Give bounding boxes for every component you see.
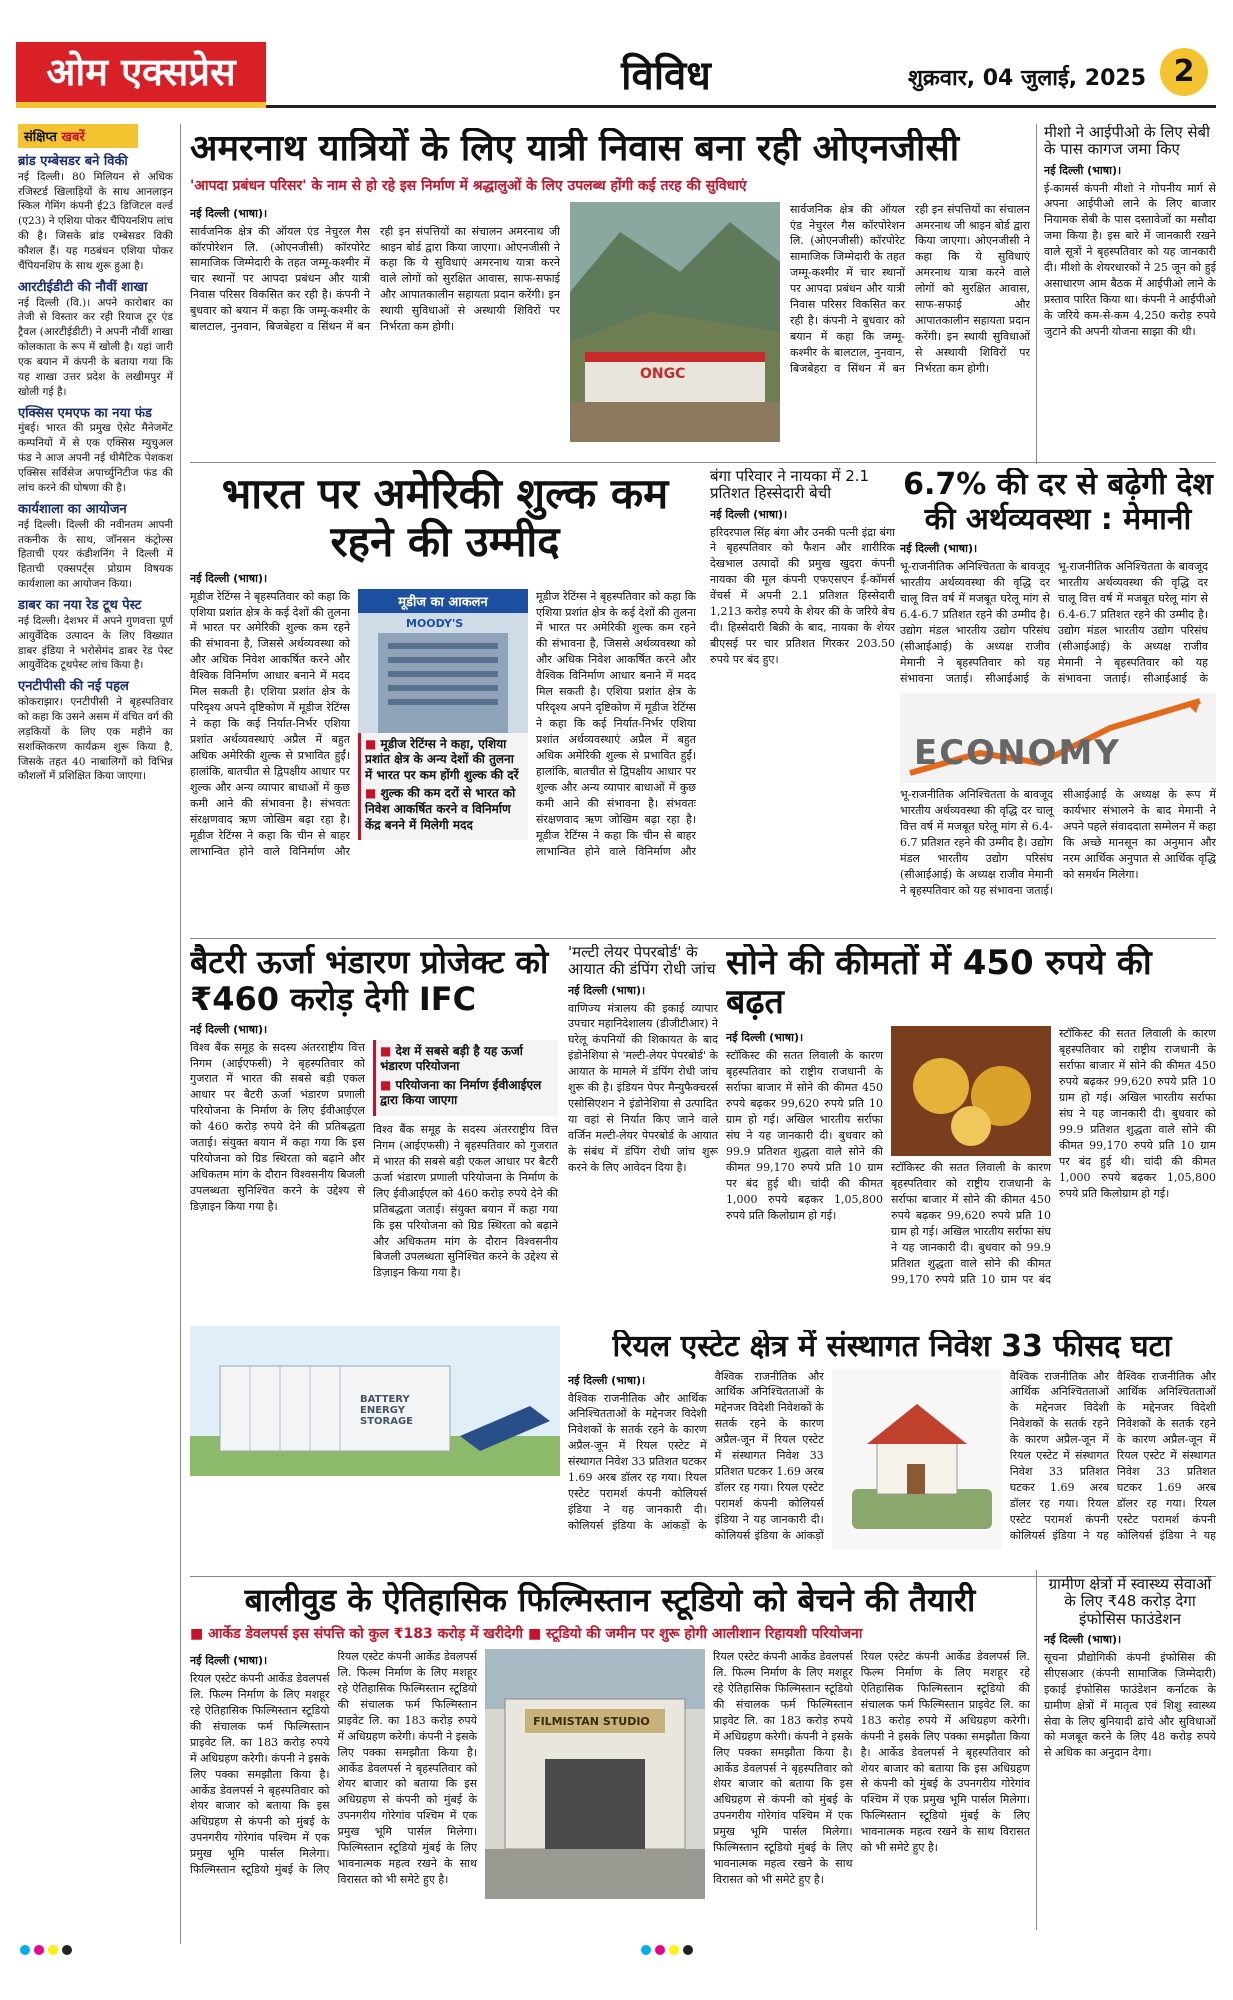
article-byline: नई दिल्ली (भाषा)। — [190, 571, 268, 585]
studio-sign: FILMISTAN STUDIO — [533, 1714, 650, 1728]
brief-body: मुंबई। भारत की प्रमुख ऐसेट मैनेजमेंट कम्पनियों में से एक एक्सिस म्युचुअल फंड ने आज अपनी नई थीमैटिक पेशकश एक्सिस सर्विसेज अपार्च्युनिटीज फंड की लांच करने की घोषणा की है। — [18, 422, 173, 495]
key-point: ■ परियोजना का निर्माण ईवीआईएल द्वारा किया जाएगा — [380, 1078, 554, 1109]
article-amarnath — [190, 128, 1030, 458]
article-headline: 'मल्टी लेयर पेपरबोर्ड' के आयात की डंपिंग रोधी जांच — [568, 944, 716, 979]
brief-headline: डाबर का नया रेड टूथ पेस्ट — [18, 598, 142, 614]
ongc-camp-photo — [570, 202, 780, 442]
article-paperboard — [568, 944, 718, 1324]
article-infosys — [1044, 1576, 1216, 1926]
article-body: स्टॉकिस्ट की सतत लिवाली के कारण बृहस्पतिवार को राष्ट्रीय राजधानी के सर्राफा बाजार में सोने की कीमत 450 रुपये बढ़कर 99,620 रुपये प्रति 10 ग्राम हो गई। अखिल भारतीय सर्राफा संघ ने यह जानकारी दी। बुधवार को 99.9 प्रतिशत शुद्धता वाले सोने की कीमत 99,170 रुपये प्रति 10 ग्राम पर बंद हुई थी। चांदी की कीमत 1,000 रुपये बढ़कर 1,05,800 रुपये प्रति किलोग्राम हो गई। — [726, 1049, 883, 1222]
article-body: भू-राजनीतिक अनिश्चितता के बावजूद भारतीय अर्थव्यवस्था की वृद्धि दर चालू वित्त वर्ष में मजबूत घरेलू मांग से 6.4-6.7 प्रतिशत रहने की उम्मीद है। उद्योग मंडल भारतीय उद्योग परिसंघ (सीआईआई) के अध्यक्ष राजीव मेमानी ने बृहस्पतिवार को यह संभावना जताई। सीआईआई के — [900, 560, 1050, 685]
print-registration-marks — [0, 1940, 1233, 1952]
moodys-sign: MOODY'S — [406, 616, 464, 630]
newspaper-logo: ओम एक्सप्रेस — [16, 42, 266, 102]
column-divider — [1036, 124, 1037, 464]
article-byline: नई दिल्ली (भाषा)। — [1044, 1632, 1122, 1646]
news-briefs-sidebar — [18, 124, 173, 1954]
article-subheadline: 'आपदा प्रबंधन परिसर' के नाम से हो रहे इस निर्माण में श्रद्धालुओं के लिए उपलब्ध होंगी कई तरह की सुविधाएं — [190, 178, 747, 195]
article-body: सूचना प्रौद्योगिकी कंपनी इंफोसिस की सीएसआर (कंपनी सामाजिक जिम्मेदारी) इकाई इंफोसिस फाउंडेशन कर्नाटक के ग्रामीण क्षेत्रों में मातृत्व एवं शिशु स्वास्थ्य सेवा के लिए बुनियादी ढांचे और सुविधाओं को मजबूत करने के लिए 48 करोड़ रुपये से अधिक का अनुदान देगा। — [1044, 1650, 1216, 1760]
article-body: वैश्विक राजनीतिक और आर्थिक अनिश्चितताओं के मद्देनजर विदेशी निवेशकों के सतर्क रहने के कारण अप्रैल-जून में रियल एस्टेट में संस्थागत निवेश 33 प्रतिशत घटकर 1.69 अरब डॉलर रह गया। रियल एस्टेट परामर्श कंपनी कोलियर्स इंडिया ने यह जानकारी दी। कोलियर्स इंडिया के आंकड़ों के — [568, 1391, 707, 1532]
article-headline: सोने की कीमतों में 450 रुपये की बढ़त — [726, 944, 1152, 1023]
article-body: रियल एस्टेट कंपनी आर्केड डेवलपर्स लि. फिल्म निर्माण के लिए मशहूर रहे ऐतिहासिक फिल्मिस्तान स्टूडियो की संचालक फर्म फिल्मिस्तान प्राइवेट लि. का 183 करोड़ रुपये में अधिग्रहण करेगी। कंपनी ने इसके लिए पक्का समझौता किया है। आर्केड डेवलपर्स ने बृहस्पतिवार को शेयर बाजार को बताया कि इस अधिग्रहण से कंपनी को मुंबई के उपनगरीय गोरेगांव पश्चिम में एक प्रमुख भूमि पार्सल मिलेगा। फिल्मिस्तान स्टूडियो मुंबई के लिए — [190, 1671, 330, 1877]
article-body: वाणिज्य मंत्रालय की इकाई व्यापार उपचार महानिदेशालय (डीजीटीआर) ने घरेलू कंपनियों की शिकायत के बाद इंडोनेशिया से 'मल्टी-लेयर पेपरबोर्ड' के आयात के मामले में डंपिंग रोधी जांच शुरू की है। इंडियन पेपर मैन्युफैक्चरर्स एसोसिएशन ने इंडोनेशिया से उत्पादित या वहां से निर्यात किए जाने वाले वर्जिन मल्टी-लेयर पेपरबोर्ड के आयात के संबंध में डंपिंग रोधी जांच शुरू करने के लिए आवेदन दिया है। — [568, 1001, 718, 1174]
column-divider — [1036, 1570, 1037, 1930]
economy-word: ECONOMY — [914, 733, 1121, 773]
brief-headline: ब्रांड एम्बेसडर बने विकी — [18, 154, 128, 169]
article-body-end: वैश्विक राजनीतिक और आर्थिक अनिश्चितताओं के मद्देनजर विदेशी निवेशकों के सतर्क रहने के कारण अप्रैल-जून में रियल एस्टेट में संस्थागत निवेश 33 प्रतिशत घटकर 1.69 अरब डॉलर रह गया। रियल एस्टेट परामर्श कंपनी कोलियर्स इंडिया ने यह — [1116, 1369, 1216, 1542]
article-battery-storage — [190, 944, 560, 1524]
article-headline: रियल एस्टेट क्षेत्र में संस्थागत निवेश 33 फीसद घटा — [612, 1330, 1172, 1364]
article-body-continued: वैश्विक राजनीतिक और आर्थिक अनिश्चितताओं के मद्देनजर विदेशी निवेशकों के सतर्क रहने के कारण अप्रैल-जून में रियल एस्टेट में संस्थागत निवेश 33 प्रतिशत घटकर 1.69 अरब डॉलर रह गया। रियल एस्टेट परामर्श कंपनी कोलियर्स इंडिया ने यह जानकारी दी। कोलियर्स इंडिया के आंकड़ों — [714, 1369, 824, 1542]
brief-body: नई दिल्ली। देशभर में अपने गुणवत्ता पूर्ण आयुर्वेदिक उत्पादन के लिए विख्यात डाबर इंडिया ने भरोसेमंद डाबर रेड पेस्ट आयुर्वेदिक टूथपेस्ट लांच किया है। — [18, 614, 173, 672]
briefs-tag — [18, 124, 138, 148]
article-body: मूडीज रेटिंग्स ने बृहस्पतिवार को कहा कि एशिया प्रशांत क्षेत्र के कई देशों की तुलना में भारत पर अमेरिकी शुल्क कम रहने की संभावना है, जिससे अर्थव्यवस्था को और अधिक निवेश आकर्षित करने और वैश्विक विनिर्माण आधार बनाने में मदद मिल सकती है। एशिया प्रशांत क्षेत्र के परिदृश्य अपने दृष्टिकोण में मूडीज रेटिंग्स ने कहा कि कई निर्यात-निर्भर एशिया प्रशांत अर्थव्यवस्थाएं अप्रैल में बहुत अधिक अमेरिकी शुल्क से प्रभावित हुईं। हालांकि, बातचीत से द्विपक्षीय आधार पर शुल्क और अन्य व्यापार बाधाओं में कुछ कमी आने की संभावना है। संभवतः संरक्षणवाद ऋण जोखिम बढ़ा रहा है। मूडीज रेटिंग्स ने कहा कि चीन से बाहर लाभान्वित होने वाले विनिर्माण और — [190, 589, 350, 858]
article-body-end: रियल एस्टेट कंपनी आर्केड डेवलपर्स लि. फिल्म निर्माण के लिए मशहूर रहे ऐतिहासिक फिल्मिस्तान स्टूडियो की संचालक फर्म फिल्मिस्तान प्राइवेट लि. का 183 करोड़ रुपये में अधिग्रहण करेगी। कंपनी ने इसके लिए पक्का समझौता किया है। आर्केड डेवलपर्स ने बृहस्पतिवार को शेयर बाजार को बताया कि इस अधिग्रहण से कंपनी को मुंबई के उपनगरीय गोरेगांव पश्चिम में एक प्रमुख भूमि पार्सल मिलेगा। फिल्मिस्तान स्टूडियो मुंबई के लिए भावनात्मक महत्व रखने के साथ विरासत को भी समेटे हुए है। — [860, 1649, 1030, 1855]
article-body-continued: मूडीज रेटिंग्स ने बृहस्पतिवार को कहा कि एशिया प्रशांत क्षेत्र के कई देशों की तुलना में भारत पर अमेरिकी शुल्क कम रहने की संभावना है, जिससे अर्थव्यवस्था को और अधिक निवेश आकर्षित करने और वैश्विक विनिर्माण आधार बनाने में मदद मिल सकती है। एशिया प्रशांत क्षेत्र के परिदृश्य अपने दृष्टिकोण में मूडीज रेटिंग्स ने कहा कि कई निर्यात-निर्भर एशिया प्रशांत अर्थव्यवस्थाएं अप्रैल में बहुत अधिक अमेरिकी शुल्क से प्रभावित हुईं। हालांकि, बातचीत से द्विपक्षीय आधार पर शुल्क और अन्य व्यापार बाधाओं में कुछ कमी आने की संभावना है। संभवतः संरक्षणवाद ऋण जोखिम बढ़ा रहा है। मूडीज रेटिंग्स ने कहा कि चीन से बाहर लाभान्वित होने वाले विनिर्माण और — [536, 589, 696, 858]
article-body-continued: विश्व बैंक समूह के सदस्य अंतरराष्ट्रीय वित्त निगम (आईएफसी) ने बृहस्पतिवार को गुजरात में भारत की सबसे बड़ी एकल आधार पर बैटरी ऊर्जा भंडारण प्रणाली परियोजना के निर्माण के लिए ईवीआईएल को 460 करोड़ रुपये देने की प्रतिबद्धता जताई। संयुक्त बयान में कहा गया कि इस परियोजना को ग्रिड स्थिरता को बढ़ाने और अधिकतम मांग के दौरान विश्वसनीय बिजली उपलब्धता सुनिश्चित करने के उद्देश्य से डिज़ाइन किया गया है। — [373, 1122, 558, 1280]
article-body-more: स्टॉकिस्ट की सतत लिवाली के कारण बृहस्पतिवार को राष्ट्रीय राजधानी के सर्राफा बाजार में सोने की कीमत 450 रुपये बढ़कर 99,620 रुपये प्रति 10 ग्राम हो गई। अखिल भारतीय सर्राफा संघ ने यह जानकारी दी। बुधवार को 99.9 प्रतिशत शुद्धता वाले सोने की कीमत 99,170 रुपये प्रति 10 ग्राम पर बंद हुई थी। चांदी की कीमत 1,000 रुपये बढ़कर 1,05,800 रुपये प्रति किलोग्राम हो गई। — [1059, 1027, 1216, 1200]
article-headline: बालीवुड के ऐतिहासिक फिल्मिस्तान स्टूडियो को बेचने की तैयारी — [244, 1582, 976, 1619]
article-headline: 6.7% की दर से बढ़ेगी देश की अर्थव्यवस्था : मेमानी — [903, 468, 1213, 537]
article-body-continued: सार्वजनिक क्षेत्र की ऑयल एंड नेचुरल गैस कॉरपोरेशन लि. (ओएनजीसी) कॉरपोरेट सामाजिक जिम्मेदारी के तहत जम्मू-कश्मीर में चार स्थानों पर आपदा प्रबंधन और यात्री निवास परिसर विकसित कर रही है। कंपनी ने बुधवार को बयान में कहा कि जम्मू-कश्मीर के बालटाल, नुनवान, बिजबेहरा व सिंथन में बन रही इन संपत्तियों का संचालन अमरनाथ जी श्राइन बोर्ड द्वारा किया जाएगा। ओएनजीसी ने कहा कि ये सुविधाएं अमरनाथ यात्रा करने वाले लोगों को सुरक्षित आवास, साफ-सफाई और आपातकालीन सहायता प्रदान करेंगी। इन स्थायी सुविधाओं से अस्थायी शिविरों पर निर्भरता कम होगी। — [790, 202, 1030, 375]
masthead — [16, 40, 1216, 108]
battery-container-label: BATTERY ENERGY STORAGE — [360, 1393, 414, 1427]
moodys-key-points — [358, 733, 528, 841]
article-growth — [900, 468, 1216, 928]
brief-body: कोकराझार। एनटीपीसी ने बृहस्पतिवार को कहा कि उसने असम में वंचित वर्ग की लड़कियों के लिए एक महीने का सशक्तिकरण कार्यक्रम शुरू किया है, जिसके तहत 40 नाबालिगों को विभिन्न कौशलों में प्रशिक्षित किया जाएगा। — [18, 695, 173, 783]
article-byline: नई दिल्ली (भाषा)। — [190, 1022, 268, 1036]
brief-body: नई दिल्ली (वि.)। अपने कारोबार का तेजी से विस्तार कर रही रियाज टूर एंड ट्रैवल (आरटीईडीटी) ने अपनी नौवीं शाखा कोलकाता के रूप में खोली है। यहां जारी एक बयान में कंपनी के बताया गया कि यह शाखा उत्तर प्रदेश के लखीमपुर में खोली गई है। — [18, 296, 173, 398]
section-title: विविध — [621, 53, 711, 99]
article-byline: नई दिल्ली (भाषा)। — [568, 983, 646, 997]
brief-headline: आरटीईडीटी की नौवीं शाखा — [18, 279, 148, 295]
brief-headline: एक्सिस एमएफ का नया फंड — [18, 405, 152, 421]
key-point: ■ मूडीज रेटिंग्स ने कहा, एशिया प्रशांत क्षेत्र के अन्य देशों की तुलना में भारत पर कम होंगी शुल्क की दरें — [365, 737, 524, 784]
article-byline: नई दिल्ली (भाषा)। — [710, 507, 788, 521]
article-subheadline: स्टूडियो की जमीन पर शुरू होगी आलीशान रिहायशी परियोजना — [546, 1625, 863, 1642]
article-byline: नई दिल्ली (भाषा)। — [726, 1031, 804, 1045]
article-body-continued: भू-राजनीतिक अनिश्चितता के बावजूद भारतीय अर्थव्यवस्था की वृद्धि दर चालू वित्त वर्ष में मजबूत घरेलू मांग से 6.4-6.7 प्रतिशत रहने की उम्मीद है। उद्योग मंडल भारतीय उद्योग परिसंघ (सीआईआई) के अध्यक्ष राजीव मेमानी ने बृहस्पतिवार को यह संभावना जताई। सीआईआई के — [1058, 560, 1208, 685]
article-byline: नई दिल्ली (भाषा)। — [568, 1373, 646, 1387]
article-us-tariff — [190, 470, 700, 930]
article-headline: बंगा परिवार ने नायका में 2.1 प्रतिशत हिस्सेदारी बेची — [710, 468, 870, 503]
article-body-continued: रियल एस्टेट कंपनी आर्केड डेवलपर्स लि. फिल्म निर्माण के लिए मशहूर रहे ऐतिहासिक फिल्मिस्तान स्टूडियो की संचालक फर्म फिल्मिस्तान प्राइवेट लि. का 183 करोड़ रुपये में अधिग्रहण करेगी। कंपनी ने इसके लिए पक्का समझौता किया है। आर्केड डेवलपर्स ने बृहस्पतिवार को शेयर बाजार को बताया कि इस अधिग्रहण से कंपनी को मुंबई के उपनगरीय गोरेगांव पश्चिम में एक प्रमुख भूमि पार्सल मिलेगा। फिल्मिस्तान स्टूडियो मुंबई के लिए भावनात्मक महत्व रखने के साथ विरासत को भी समेटे हुए है। — [337, 1649, 478, 1887]
briefs-tag-label: संक्षिप्त — [24, 130, 57, 145]
gold-jewellery-photo — [891, 1026, 1051, 1160]
article-byline: नई दिल्ली (भाषा)। — [900, 542, 978, 555]
article-body-more: भू-राजनीतिक अनिश्चितता के बावजूद भारतीय अर्थव्यवस्था की वृद्धि दर चालू वित्त वर्ष में मजबूत घरेलू मांग से 6.4-6.7 प्रतिशत रहने की उम्मीद है। उद्योग मंडल भारतीय उद्योग परिसंघ (सीआईआई) के अध्यक्ष राजीव मेमानी ने बृहस्पतिवार को यह संभावना जताई। सीआईआई के अध्यक्ष के रूप में कार्यभार संभालने के बाद मेमानी ने अपने पहले संवाददाता सम्मेलन में कहा कि अच्छे मानसून का अनुमान और नरम आर्थिक अनुपात से आर्थिक वृद्धि को समर्थन मिलेगा। — [900, 788, 1216, 897]
article-headline: ग्रामीण क्षेत्रों में स्वास्थ्य सेवाओं के लिए ₹48 करोड़ देगा इंफोसिस फाउंडेशन — [1048, 1576, 1212, 1628]
publication-date: शुक्रवार, 04 जुलाई, 2025 — [907, 66, 1146, 91]
article-headline: अमरनाथ यात्रियों के लिए यात्री निवास बना रही ओएनजीसी — [190, 128, 960, 169]
key-point: ■ देश में सबसे बड़ी है यह ऊर्जा भंडारण परियोजना — [380, 1044, 554, 1075]
column-divider — [180, 124, 181, 1944]
article-body: ई-कामर्स कंपनी मीशो ने गोपनीय मार्ग से अपना आईपीओ लाने के लिए बाजार नियामक सेबी के पास दस्तावेजों का मसौदा जमा किया है। इस बारे में जानकारी रखने वाले सूत्रों ने बृहस्पतिवार को यह जानकारी दी। मीशो के शेयरधारकों ने 25 जून को हुई असाधारण आम बैठक में आईपीओ लाने के प्रस्ताव पारित किया था। कंपनी ने आईपीओ के जरिये कम-से-कम 4,250 करोड़ रुपये जुटाने की अपनी योजना साझा की थी। — [1044, 181, 1216, 338]
moodys-box — [358, 589, 528, 889]
article-real-estate — [568, 1330, 1216, 1570]
article-headline: बैटरी ऊर्जा भंडारण प्रोजेक्ट को ₹460 करोड़ देगी IFC — [190, 944, 549, 1018]
battery-storage-photo — [190, 1326, 560, 1476]
article-subheadline: आर्केड डेवलपर्स इस संपत्ति को कुल ₹183 करोड़ में खरीदेगी — [208, 1625, 524, 1642]
article-filmistan: बालीवुड के ऐतिहासिक फिल्मिस्तान स्टूडियो को बेचने की तैयारी ■ आर्केड डेवलपर्स इस संपत्ति को कुल ₹183 करोड़ में खरीदेगी ■ स्टूडियो की जमीन पर शुरू होगी आलीशान रिहायशी परियोजना नई दिल्ली (भाषा)। रियल एस्टेट कंपनी आर्केड डेवलपर्स लि. फिल्म निर्माण के लिए मशहूर रहे ऐतिहासिक फिल्मिस्तान स्टूडियो की संचालक फर्म फिल्मिस्तान प्राइवेट लि. का 183 करोड़ रुपये में अधिग्रहण करेगी। कंपनी ने इसके लिए पक्का समझौता किया है। आर्केड डेवलपर्स ने बृहस्पतिवार को शेयर बाजार को बताया कि इस अधिग्रहण से कंपनी को मुंबई के उपनगरीय गोरेगांव पश्चिम में एक प्रमुख भूमि पार्सल मिलेगा। फिल्मिस्तान स्टूडियो मुंबई के लिए रियल एस्टेट कंपनी आर्केड डेवलपर्स लि. फिल्म निर्माण के लिए मशहूर रहे ऐतिहासिक फिल्मिस्तान स्टूडियो की संचालक फर्म फिल्मिस्तान प्राइवेट लि. का 183 करोड़ रुपये में अधिग्रहण करेगी। कंपनी ने इसके लिए पक्का समझौता किया है। आर्केड डेवलपर्स ने बृहस्पतिवार को शेयर बाजार को बताया कि इस अधिग्रहण से कंपनी को मुंबई के उपनगरीय गोरेगांव पश्चिम में एक प्रमुख भूमि पार्सल मिलेगा। फिल्मिस्तान स्टूडियो मुंबई के लिए भावनात्मक महत्व रखने के साथ विरासत को भी समेटे हुए है। FILMISTAN STUDIO रियल एस्टेट कंपनी आर्केड डेवलपर्स लि. फिल्म निर्माण के लिए मशहूर रहे ऐतिहासिक फिल्मिस्तान स्टूडियो की संचालक फर्म फिल्मिस्तान प्राइवेट लि. का 183 करोड़ रुपये में अधिग्रहण करेगी। कंपनी ने इसके लिए पक्का समझौता किया है। आर्केड डेवलपर्स ने बृहस्पतिवार को शेयर बाजार को बताया कि इस अधिग्रहण से कंपनी को मुंबई के उपनगरीय गोरेगांव पश्चिम में एक प्रमुख भूमि पार्सल मिलेगा। फिल्मिस्तान स्टूडियो मुंबई के लिए भावनात्मक महत्व रखने के साथ विरासत को भी समेटे हुए है। रियल एस्टेट कंपनी आर्केड डेवलपर्स लि. फिल्म निर्माण के लिए मशहूर रहे ऐतिहासिक फिल्मिस्तान स्टूडियो की संचालक फर्म फिल्मिस्तान प्राइवेट लि. का 183 करोड़ रुपये में अधिग्रहण करेगी। कंपनी ने इसके लिए पक्का समझौता किया है। आर्केड डेवलपर्स ने बृहस्पतिवार को शेयर बाजार को बताया कि इस अधिग्रहण से कंपनी को मुंबई के उपनगरीय गोरेगांव पश्चिम में एक प्रमुख भूमि पार्सल मिलेगा। फिल्मिस्तान स्टूडियो मुंबई के लिए भावनात्मक महत्व रखने के साथ विरासत को भी समेटे हुए है। — [190, 1582, 1030, 1912]
article-byline: नई दिल्ली (भाषा)। — [190, 1653, 268, 1667]
article-body-continued: स्टॉकिस्ट की सतत लिवाली के कारण बृहस्पतिवार को राष्ट्रीय राजधानी के सर्राफा बाजार में सोने की कीमत 450 रुपये बढ़कर 99,620 रुपये प्रति 10 ग्राम हो गई। अखिल भारतीय सर्राफा संघ ने यह जानकारी दी। बुधवार को 99.9 प्रतिशत शुद्धता वाले सोने की कीमत 99,170 रुपये प्रति 10 ग्राम पर बंद — [891, 1161, 1051, 1286]
article-body: सार्वजनिक क्षेत्र की ऑयल एंड नेचुरल गैस कॉरपोरेशन लि. (ओएनजीसी) कॉरपोरेट सामाजिक जिम्मेदारी के तहत जम्मू-कश्मीर में चार स्थानों पर आपदा प्रबंधन और यात्री निवास परिसर विकसित कर रही है। कंपनी ने बुधवार को बयान में कहा कि जम्मू-कश्मीर के बालटाल, नुनवान, बिजबेहरा व सिंथन में बन रही इन संपत्तियों का संचालन अमरनाथ जी श्राइन बोर्ड द्वारा किया जाएगा। ओएनजीसी ने कहा कि ये सुविधाएं अमरनाथ यात्रा करने वाले लोगों को सुरक्षित आवास, साफ-सफाई और आपातकालीन सहायता प्रदान करेंगी। इन स्थायी सुविधाओं से अस्थायी शिविरों पर निर्भरता कम होगी। — [190, 224, 560, 334]
article-body: हरिदरपाल सिंह बंगा और उनकी पत्नी इंद्रा बंगा ने बृहस्पतिवार को फैशन और शारीरिक देखभाल उत्पादों की प्रमुख खुदरा कंपनी नायका की मूल कंपनी एफएसएन ई-कॉमर्स वेंचर्स में अपनी 2.1 प्रतिशत हिस्सेदारी 1,213 करोड़ रुपये के शेयर की के जरिये बेच दी। हिस्सेदारी बिक्री के बाद, नायका के शेयर बीएसई पर चार प्रतिशत गिरकर 203.50 रुपये पर बंद हुए। — [710, 525, 895, 666]
row-divider — [190, 462, 1216, 463]
brief-headline: कार्यशाला का आयोजन — [18, 502, 127, 517]
moodys-box-title: मूडीज का आकलन — [358, 589, 528, 613]
article-body: विश्व बैंक समूह के सदस्य अंतरराष्ट्रीय वित्त निगम (आईएफसी) ने बृहस्पतिवार को गुजरात में भारत की सबसे बड़ी एकल आधार पर बैटरी ऊर्जा भंडारण प्रणाली परियोजना के निर्माण के लिए ईवीआईएल को 460 करोड़ रुपये देने की प्रतिबद्धता जताई। संयुक्त बयान में कहा गया कि इस परियोजना को ग्रिड स्थिरता को बढ़ाने और अधिकतम मांग के दौरान विश्वसनीय बिजली उपलब्धता सुनिश्चित करने के उद्देश्य से डिज़ाइन किया गया है। — [190, 1040, 365, 1213]
article-byline: नई दिल्ली (भाषा)। — [1044, 163, 1122, 177]
brief-headline: एनटीपीसी की नई पहल — [18, 679, 129, 695]
article-body-more: वैश्विक राजनीतिक और आर्थिक अनिश्चितताओं के मद्देनजर विदेशी निवेशकों के सतर्क रहने के कारण अप्रैल-जून में रियल एस्टेट में संस्थागत निवेश 33 प्रतिशत घटकर 1.69 अरब डॉलर रह गया। रियल एस्टेट परामर्श कंपनी कोलियर्स इंडिया ने यह — [1009, 1369, 1109, 1542]
briefs-tag-accent: खबरें — [61, 130, 85, 145]
ongc-sign: ONGC — [640, 365, 686, 382]
filmistan-gate-photo — [485, 1649, 705, 1903]
article-gold-price — [726, 944, 1216, 1324]
article-headline: मीशो ने आईपीओ के लिए सेबी के पास कागज जमा किए — [1044, 124, 1211, 159]
key-point: ■ शुल्क की कम दरों से भारत को निवेश आकर्षित करने व विनिर्माण केंद्र बनने में मिलेगी मदद — [365, 786, 524, 833]
brief-body: नई दिल्ली। 80 मिलियन से अधिक रजिस्टर्ड खिलाड़ियों के साथ आनलाइन स्किल गेमिंग कंपनी ई23 डिजिटल वर्ल्ड (ए23) ने एशिया पोकर चैंपियनशिप लांच की है। जिसके ब्रांड एम्बेसडर विकी कौशल हैं। यह गठबंधन एशिया पोकर चैंपियनशिप के साथ शुरू हुआ है। — [18, 170, 173, 273]
row-divider — [190, 938, 1216, 939]
house-money-photo — [832, 1369, 1002, 1553]
article-headline: भारत पर अमेरिकी शुल्क कम रहने की उम्मीद — [221, 470, 669, 567]
article-byline: नई दिल्ली (भाषा)। — [190, 206, 268, 220]
battery-key-points — [373, 1040, 558, 1116]
brief-body: नई दिल्ली। दिल्ली की नवीनतम आपनी तकनीक के साथ, जॉनसन कंट्रोल्स हिताची एयर कंडीशनिंग ने दिल्ली में हिताची एक्सपर्ट्स प्रोग्राम विषयक कार्यशाला का आयोजन किया। — [18, 518, 173, 591]
article-meesho — [1044, 124, 1216, 464]
economy-graphic — [900, 693, 1216, 783]
moodys-building-photo — [358, 613, 528, 733]
article-nayka — [710, 468, 895, 928]
article-body-more: रियल एस्टेट कंपनी आर्केड डेवलपर्स लि. फिल्म निर्माण के लिए मशहूर रहे ऐतिहासिक फिल्मिस्तान स्टूडियो की संचालक फर्म फिल्मिस्तान प्राइवेट लि. का 183 करोड़ रुपये में अधिग्रहण करेगी। कंपनी ने इसके लिए पक्का समझौता किया है। आर्केड डेवलपर्स ने बृहस्पतिवार को शेयर बाजार को बताया कि इस अधिग्रहण से कंपनी को मुंबई के उपनगरीय गोरेगांव पश्चिम में एक प्रमुख भूमि पार्सल मिलेगा। फिल्मिस्तान स्टूडियो मुंबई के लिए भावनात्मक महत्व रखने के साथ विरासत को भी समेटे हुए है। — [713, 1649, 853, 1887]
page-number: 2 — [1160, 48, 1208, 96]
